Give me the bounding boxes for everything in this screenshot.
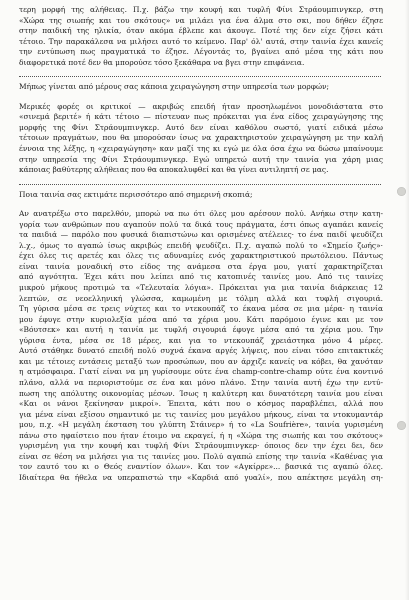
text-line: «Βόυτσεκ» και αυτή η ταινία με τυφλή σιγουριά έφυγε μέσα από τα χέρια μου. Την [19, 325, 383, 335]
text-line: την εντύπωση πως πραγματικά το έζησε. Λέγοντάς το, βγαίνει από μέσα της κάτι που [19, 47, 383, 57]
text-line: έχει όλες τις αρετές και όλες τις αδυναμίες ενός χαρακτηριστικού πρωτόλειου. Πάντως [19, 251, 383, 261]
text-line: Ιδιαίτερα θα ήθελα να υπεραπιστώ την «Καρδιά από γυαλί», που απέκτησε μεγάλη ση- [19, 472, 383, 482]
text-line: πάνω στο ηφαίστειο που ήταν έτοιμο να εκραγεί, ή η «Χώρα της σιωπής και του σκότους» [19, 430, 383, 440]
text-line: από αγνότητα. Έχει κάτι που λείπει από τις κατοπινές ταινίες μου. Από τις ταινίες [19, 272, 383, 282]
text-line: μου, π.χ. «Η μεγάλη έκσταση του γλύπτη Στάινερ» ή το «La Soufrière», ταινία γυρισμένη [19, 420, 383, 430]
text-line: διαφορετικά ποτέ δεν θα μπορούσε τόσο ξεκάθαρα να βγει στην επιφάνεια. [19, 57, 305, 67]
dotted-separator [19, 72, 381, 77]
text-line: τον εαυτό του κι ο Θεός εναντίον όλων». Και τον «Αγκίρρε»... βασικά τις αγαπώ όλες. [19, 462, 383, 472]
text-line: στην υπηρεσία της Φίνι Στράουμπινγκερ. Εγώ υπηρετώ αυτή την ταινία για χάρη μιας [19, 154, 383, 164]
spacer [19, 200, 383, 209]
question-text: Ποια ταινία σας εκτιμάτε περισσότερο από σημερινή σκοπιά; [19, 189, 253, 199]
text-line: λ.χ., όμως το αγαπώ ίσως ακριβώς επειδή ψευδίζει. Π.χ. αγαπώ πολύ το «Σημείο ζωής»· [19, 240, 383, 250]
text-line: μικρού μήκους προτιμώ τα «Τελευταία λόγια». Πρόκειται για μια ταινία διάρκειας 12 [19, 283, 383, 293]
text-line: γύρισα έντα, μέσα σε 18 μέρες, και για το ντεκουπάζ χρειάστηκα μόνο 4 μέρες. [19, 335, 383, 345]
text-line: «σινεμά βεριτέ» ή κάτι τέτοιο — πίστευαν πως πρόκειται για ένα είδος χειραγώγησης της [19, 112, 383, 122]
interview-question [19, 190, 383, 201]
text-line: μου έφυγε στην κυριολεξία μέσα από τα χέρια μου. Κάτι παρόμοιο έγινε και με τον [19, 314, 383, 324]
text-line: έννοια της λέξης, η «χειραγώγηση» καν μαζί της κι εγώ με όλα όσα έχω να δώσω μπαίνουμε [19, 144, 383, 154]
page-edge [405, 0, 409, 600]
text-line: Αν ανατρέξω στο παρελθόν, μπορώ να πω ότι όλες μου αρέσουν πολύ. Ανήκω στην κατη- [19, 209, 383, 219]
text-line: τερη μορφή της αλήθειας. Π.χ. βάζω την κουφή και τυφλή Φίνι Στράουμπινγκερ, στη [19, 5, 383, 14]
text-line: τέτοιων πραγμάτων, που θα μπορούσαν ίσως να χαρακτηριστούν χειραγώγηση με την καλή [19, 133, 383, 143]
text-line: Αυτό στάθηκε δυνατό επειδή πολύ συχνά έκανα αργές λήψεις, που είναι τόσο επιτακτικές [19, 346, 383, 356]
question-text: Μήπως γίνεται από μέρους σας κάποια χειραγώγηση στην υπηρεσία των μορφών; [19, 82, 330, 92]
text-line: είναι σε θέση να μιλήσει για τις ταινίες μου. Πολύ αγαπώ επίσης την ταινία «Καθένας για [19, 451, 383, 461]
paragraph-answer-long [19, 209, 383, 483]
text-line: κάποιας βαθύτερης αλήθειας που θα αποκαλυφθεί και θα γίνει αντιληπτή σε μας. [19, 165, 329, 175]
paragraph-answer [19, 102, 383, 176]
text-line: τέτοιο. Την παρακάλεσα να μιλήσει αυτό το κείμενο. Παρ' όλ' αυτά, στην ταινία έχει κανείς [19, 36, 383, 46]
text-line: Μερικές φορές οι κριτικοί — ακριβώς επειδή ήταν προσηλωμένοι μονοδιάστατα στο [19, 101, 383, 111]
text-line: για μένα είναι εξίσου σημαντικό με τις ταινίες μου μεγάλου μήκους, είναι τα ντοκυμαντάρ [19, 409, 383, 419]
text-line: μορφής της Φίνι Στράουμπινγκερ. Αυτό δεν είναι καθόλου σωστό, γιατί ειδικά μέσω [19, 122, 383, 132]
text-line: γορία των ανθρώπων που αγαπούν πολύ τα δικά τους πράγματα, έστι όπως αγαπάει κανείς [19, 219, 383, 229]
paragraph-intro [19, 5, 383, 68]
text-line: τα παιδιά — παρόλο που φυσικά διαπιστώνω και ορισμένες ατέλειες· το ένα παιδί ψευδίζει [19, 230, 383, 240]
dotted-separator [19, 180, 381, 185]
text-line: λεπτών, σε νεοελληνική γλώσσα, καμωμένη με τόλμη αλλά και τυφλή σιγουριά. [19, 293, 383, 303]
text-line: «Και οι νάνοι ξεκίνησαν μικροί». Έπειτα, κάτι που ο κόσμος παραβλέπει, αλλά που [19, 399, 383, 409]
text-line: πωση της απόλυτης οικονομίας μέσων. Ίσως η καλύτερη και δυνατότερη ταινία μου είναι [19, 388, 383, 398]
text-line: και με τέτοιες εντάσεις μεταξύ των προσώπων, που αν άρχιζε κανείς να κόβει, θα χανόταν [19, 356, 383, 366]
text-line: «Χώρα της σιωπής και του σκότους» να μιλάει για ένα άλμα στο σκι, που δήθεν έζησε [19, 15, 383, 25]
text-line: είναι ταινία μοναδική στο είδος της ανάμεσα στα έργα μου, γιατί χαρακτηρίζεται [19, 261, 383, 271]
text-line: η ατμόσφαιρα. Γιατί είναι να μη γυρίσουμε ούτε ένα champ-contre-champ ούτε ένα κοντινό [19, 367, 383, 377]
text-line: γυρισμένη για την κουφή και τυφλή Φίνι Στράουμπινγκερ· όποιος δεν την έχει δει, δεν [19, 441, 383, 451]
text-line: στην παιδική της ηλικία, όταν ακόμα έβλεπε και άκουγε. Ποτέ της δεν είχε ζήσει κάτι [19, 26, 383, 36]
text-line: πλάνο, αλλά να περιοριστούμε σε ένα και μόνο πλάνο. Στην ταινία αυτή έχω την εντύ- [19, 377, 383, 387]
interview-question [19, 82, 383, 93]
text-line: Τη γύρισα μέσα σε τρεις νύχτες και το ντεκουπάζ το έκανα μέσα σε μια μέρα· η ταινία [19, 304, 383, 314]
spacer [19, 93, 383, 102]
